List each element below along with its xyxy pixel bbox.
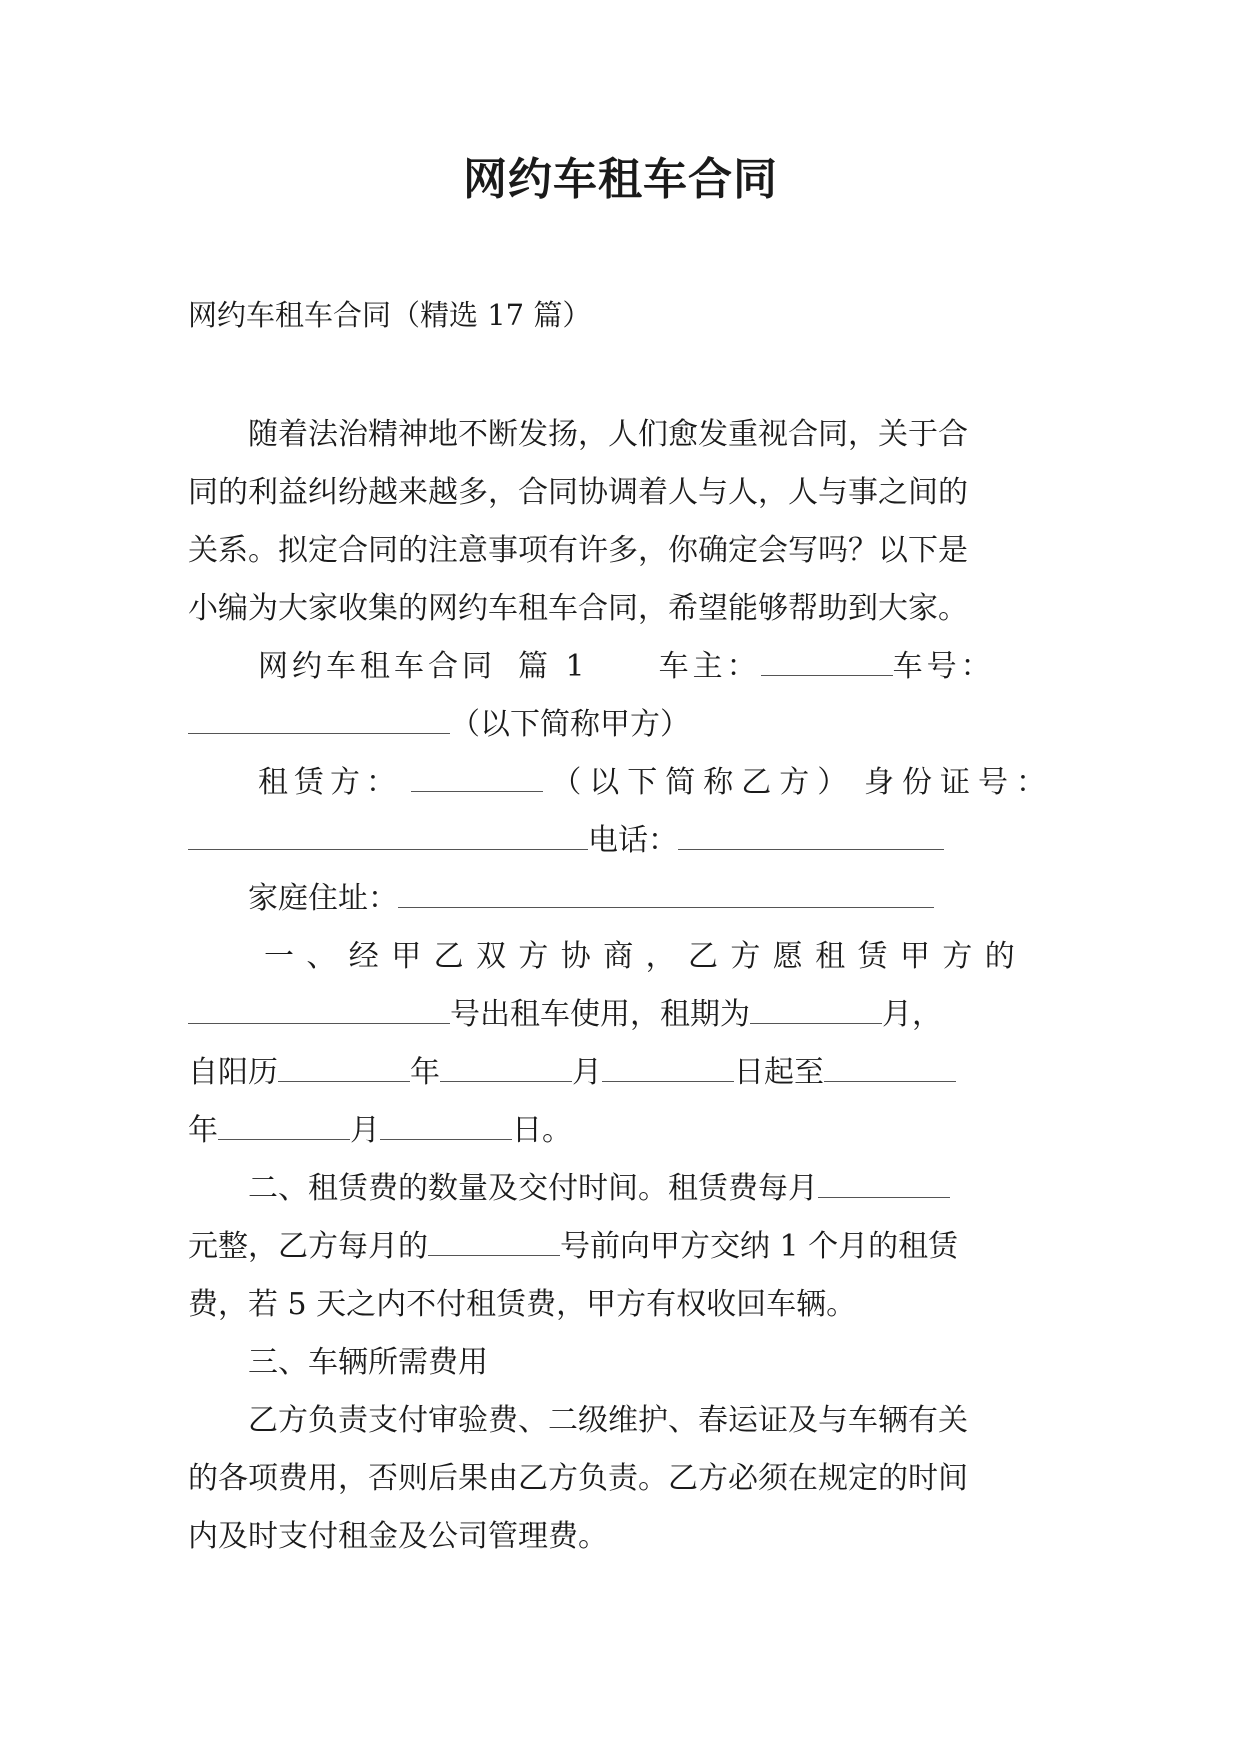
clause1-line: 号出租车使用，租期为 月，	[188, 986, 1054, 1044]
lessee-label: 租赁方：	[258, 765, 402, 800]
end-day-blank	[380, 1111, 512, 1140]
document-subtitle: 网约车租车合同（精选 17 篇）	[188, 298, 592, 332]
id-blank	[188, 821, 588, 850]
clause3-heading: 三、车辆所需费用	[248, 1345, 488, 1380]
clause3-line: 的各项费用，否则后果由乙方负责。乙方必须在规定的时间	[188, 1461, 968, 1496]
section1-header-line	[188, 638, 1054, 696]
lessee-line	[188, 754, 1054, 812]
intro-line: 小编为大家收集的网约车租车合同，希望能够帮助到大家。	[188, 591, 968, 626]
start-day-blank	[602, 1053, 734, 1082]
phone-blank	[678, 821, 944, 850]
clause2-line: 二、租赁费的数量及交付时间。租赁费每月	[188, 1160, 1054, 1218]
clause2-line: 元整，乙方每月的 号前向甲方交纳 1 个月的租赁	[188, 1229, 959, 1264]
clause1-line: 自阳历 年 月 日起至	[188, 1044, 1054, 1102]
clause1-line: 年 月 日。	[188, 1113, 572, 1148]
id-label: 身份证号：	[863, 765, 1054, 800]
car-number-blank	[188, 995, 450, 1024]
rent-amount-blank	[818, 1169, 950, 1198]
party-b-note: （以下简称乙方）	[551, 765, 856, 800]
term-blank	[750, 995, 882, 1024]
lessee-blank	[411, 763, 543, 792]
clause1-line: 一、经甲乙双方协商，乙方愿租赁甲方的	[264, 939, 1028, 974]
clause2-line: 费，若 5 天之内不付租赁费，甲方有权收回车辆。	[188, 1287, 857, 1322]
id-phone-line	[188, 812, 1054, 870]
document-title: 网约车租车合同	[463, 154, 778, 205]
pay-day-blank	[428, 1227, 560, 1256]
party-a-line	[188, 696, 1054, 754]
plate-blank	[188, 705, 450, 734]
start-month-blank	[440, 1053, 572, 1082]
intro-line: 关系。拟定合同的注意事项有许多，你确定会写吗？以下是	[188, 533, 968, 568]
end-year-blank	[824, 1053, 956, 1082]
address-blank	[398, 879, 934, 908]
section1-piece: 篇 1	[518, 649, 589, 684]
section1-heading: 网约车租车合同	[258, 649, 496, 684]
plate-label: 车号：	[892, 649, 995, 684]
intro-line: 随着法治精神地不断发扬，人们愈发重视合同，关于合	[248, 417, 968, 452]
address-label: 家庭住址：	[248, 881, 398, 916]
intro-line: 同的利益纠纷越来越多，合同协调着人与人，人与事之间的	[188, 475, 968, 510]
owner-label: 车主：	[658, 649, 761, 684]
owner-blank	[761, 647, 893, 676]
phone-label: 电话：	[588, 823, 678, 858]
start-year-blank	[278, 1053, 410, 1082]
address-line	[188, 870, 1054, 928]
clause3-line: 内及时支付租金及公司管理费。	[188, 1519, 608, 1554]
clause3-line: 乙方负责支付审验费、二级维护、春运证及与车辆有关	[248, 1403, 968, 1438]
end-month-blank	[218, 1111, 350, 1140]
party-a-note: （以下简称甲方）	[450, 707, 690, 742]
document-body	[188, 406, 1054, 1566]
